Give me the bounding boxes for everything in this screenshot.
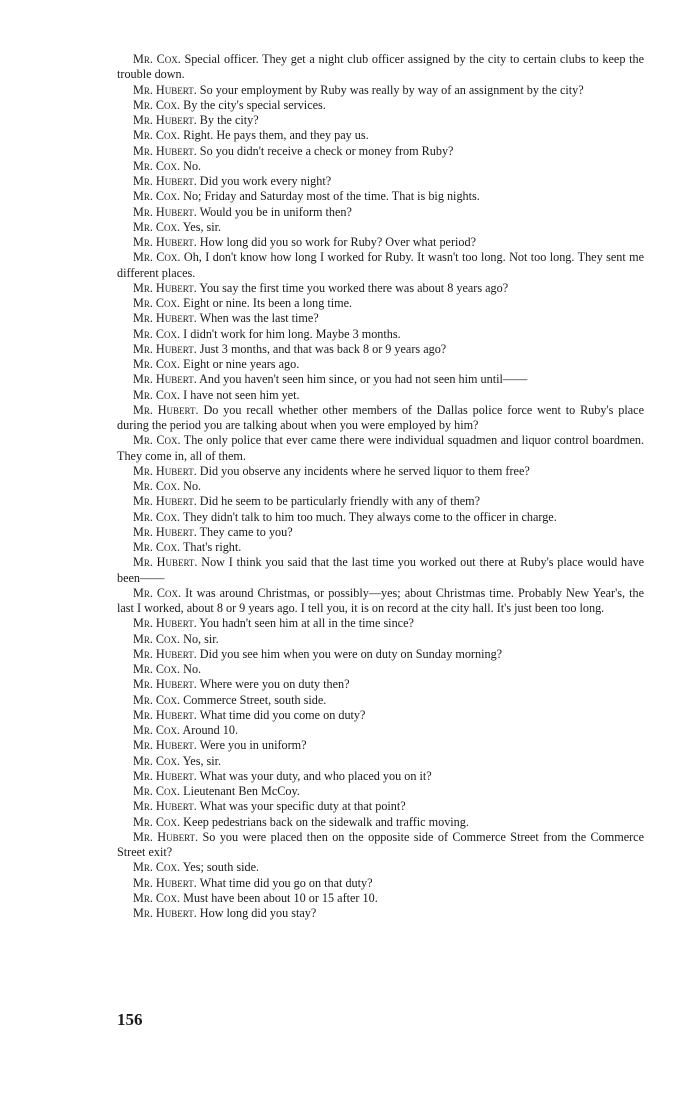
- speech-text: How long did you so work for Ruby? Over what period?: [199, 235, 476, 249]
- speaker-name: Mr. Hubert.: [133, 204, 197, 219]
- transcript-paragraph: [117, 693, 644, 708]
- speech-text: That's right.: [182, 540, 242, 554]
- transcript-paragraph: [117, 677, 644, 692]
- transcript-paragraph: [117, 159, 644, 174]
- transcript-paragraph: [117, 357, 644, 372]
- transcript-paragraph: [117, 235, 644, 250]
- speech-text: By the city?: [199, 113, 259, 127]
- speech-text: I have not seen him yet.: [183, 387, 300, 402]
- speaker-name: Mr. Cox.: [133, 585, 182, 600]
- speaker-name: Mr. Hubert.: [133, 280, 197, 295]
- speaker-name: Mr. Cox.: [133, 509, 181, 524]
- transcript-paragraph: [117, 128, 644, 143]
- speech-text: Lieutenant Ben McCoy.: [183, 784, 300, 798]
- transcript-paragraph: [117, 510, 644, 525]
- speaker-name: Mr. Cox.: [133, 189, 181, 204]
- transcript-paragraph: [117, 876, 644, 891]
- speaker-name: Mr. Cox.: [133, 662, 181, 676]
- transcript-paragraph: [117, 738, 644, 753]
- speech-text: And you haven't seen him since, or you had not seen him until——: [199, 372, 528, 387]
- transcript-paragraph: [117, 83, 644, 98]
- transcript-paragraph: [117, 342, 644, 357]
- speaker-name: Mr. Cox.: [133, 784, 181, 798]
- speech-text: Did he seem to be particularly friendly with any of them?: [199, 494, 481, 509]
- speaker-name: Mr. Hubert.: [133, 82, 197, 97]
- transcript-paragraph: [117, 311, 644, 326]
- speaker-name: Mr. Hubert.: [133, 341, 197, 356]
- transcript-paragraph: [117, 52, 644, 83]
- speaker-name: Mr. Hubert.: [133, 235, 197, 249]
- speaker-name: Mr. Hubert.: [133, 646, 197, 661]
- transcript-paragraph: [117, 281, 644, 296]
- transcript-paragraph: [117, 769, 644, 784]
- speech-text: Just 3 months, and that was back 8 or 9 years ago?: [199, 341, 447, 356]
- speaker-name: Mr. Cox.: [133, 692, 181, 707]
- speaker-name: Mr. Hubert.: [133, 677, 197, 692]
- transcript-paragraph: [117, 784, 644, 799]
- transcript-paragraph: [117, 372, 644, 387]
- speaker-name: Mr. Hubert.: [133, 402, 199, 417]
- transcript-paragraph: [117, 250, 644, 281]
- speaker-name: Mr. Hubert.: [133, 174, 197, 188]
- speaker-name: Mr. Hubert.: [133, 829, 199, 844]
- speaker-name: Mr. Cox.: [133, 433, 181, 448]
- transcript-paragraph: [117, 113, 644, 128]
- speaker-name: Mr. Cox.: [133, 326, 181, 341]
- speech-text: Do you recall whether other members of the Dallas police force went to Ruby's place during the period you are talking about when you were employed by him?: [117, 402, 644, 432]
- speaker-name: Mr. Cox.: [133, 540, 181, 554]
- speaker-name: Mr. Hubert.: [133, 494, 197, 509]
- speaker-name: Mr. Cox.: [133, 250, 181, 265]
- speech-text: It was around Christmas, or possibly—yes; about Christmas time. Probably New Year's, the last I worked, about 8 or 9 years ago. I tell you, it is on record at the city hall. It's just been too long.: [117, 585, 645, 615]
- speech-text: Yes; south side.: [182, 860, 260, 875]
- speech-text: What time did you come on duty?: [199, 707, 366, 722]
- speaker-name: Mr. Cox.: [133, 219, 181, 234]
- speech-text: No, sir.: [183, 631, 219, 646]
- transcript-paragraph: [117, 708, 644, 723]
- speech-text: Now I think you said that the last time you worked out there at Ruby's place would have been——: [117, 555, 645, 585]
- transcript-paragraph: [117, 388, 644, 403]
- speech-text: Commerce Street, south side.: [183, 692, 327, 707]
- speech-text: By the city's special services.: [183, 97, 326, 112]
- transcript-page: [117, 52, 644, 921]
- transcript-paragraph: [117, 586, 644, 617]
- speech-text: Around 10.: [182, 723, 239, 737]
- transcript-paragraph: [117, 464, 644, 479]
- speaker-name: Mr. Hubert.: [133, 799, 197, 814]
- transcript-paragraph: [117, 296, 644, 311]
- speech-text: They came to you?: [199, 524, 293, 539]
- speech-text: No.: [183, 479, 202, 493]
- speaker-name: Mr. Hubert.: [133, 616, 197, 631]
- speech-text: So your employment by Ruby was really by way of an assignment by the city?: [199, 82, 584, 97]
- speech-text: Eight or nine years ago.: [183, 357, 300, 371]
- speaker-name: Mr. Cox.: [133, 753, 181, 768]
- speaker-name: Mr. Hubert.: [133, 707, 197, 722]
- speaker-name: Mr. Cox.: [133, 479, 181, 493]
- speaker-name: Mr. Hubert.: [133, 463, 197, 478]
- speaker-name: Mr. Hubert.: [133, 768, 197, 783]
- speaker-name: Mr. Hubert.: [133, 555, 198, 570]
- transcript-paragraph: [117, 799, 644, 814]
- transcript-paragraph: [117, 555, 644, 586]
- transcript-paragraph: [117, 662, 644, 677]
- speech-text: Were you in uniform?: [199, 738, 307, 753]
- transcript-paragraph: [117, 205, 644, 220]
- speaker-name: Mr. Cox.: [133, 128, 181, 143]
- speaker-name: Mr. Cox.: [133, 52, 181, 66]
- transcript-paragraph: [117, 479, 644, 494]
- speech-text: When was the last time?: [199, 311, 319, 326]
- speech-text: What time did you go on that duty?: [199, 875, 373, 890]
- transcript-paragraph: [117, 891, 644, 906]
- speaker-name: Mr. Hubert.: [133, 524, 197, 539]
- speech-text: What was your specific duty at that point?: [199, 799, 406, 814]
- speaker-name: Mr. Cox.: [133, 387, 181, 402]
- speaker-name: Mr. Hubert.: [133, 906, 197, 920]
- speaker-name: Mr. Cox.: [133, 158, 181, 173]
- transcript-paragraph: [117, 433, 644, 464]
- speaker-name: Mr. Hubert.: [133, 143, 197, 158]
- transcript-paragraph: [117, 220, 644, 235]
- speech-text: The only police that ever came there were individual squadmen and liquor control boardmen. They come in, all of them.: [117, 433, 645, 463]
- speaker-name: Mr. Cox.: [133, 97, 181, 112]
- speech-text: You hadn't seen him at all in the time since?: [199, 616, 414, 631]
- page-number: 156: [117, 1010, 143, 1029]
- transcript-paragraph: [117, 723, 644, 738]
- speech-text: I didn't work for him long. Maybe 3 months.: [183, 326, 401, 341]
- transcript-paragraph: [117, 815, 644, 830]
- speech-text: What was your duty, and who placed you on it?: [199, 768, 432, 783]
- speech-text: Oh, I don't know how long I worked for Ruby. It wasn't too long. Not too long. They sent me different places.: [117, 250, 645, 280]
- speech-text: Yes, sir.: [182, 753, 222, 768]
- transcript-paragraph: [117, 403, 644, 434]
- transcript-paragraph: [117, 327, 644, 342]
- speech-text: Eight or nine. Its been a long time.: [183, 296, 353, 310]
- speaker-name: Mr. Hubert.: [133, 875, 197, 890]
- speech-text: How long did you stay?: [199, 906, 317, 920]
- transcript-paragraph: [117, 906, 644, 921]
- transcript-paragraph: [117, 189, 644, 204]
- transcript-paragraph: [117, 494, 644, 509]
- speech-text: Would you be in uniform then?: [199, 204, 352, 219]
- transcript-paragraph: [117, 525, 644, 540]
- speech-text: So you were placed then on the opposite side of Commerce Street from the Commerce Street exit?: [117, 829, 644, 859]
- speech-text: Must have been about 10 or 15 after 10.: [183, 890, 378, 905]
- speaker-name: Mr. Cox.: [133, 296, 181, 310]
- transcript-paragraph: [117, 830, 644, 861]
- speech-text: No.: [183, 158, 202, 173]
- speech-text: Special officer. They get a night club officer assigned by the city to certain clubs to keep the trouble down.: [117, 52, 645, 82]
- transcript-paragraph: [117, 632, 644, 647]
- speaker-name: Mr. Cox.: [133, 860, 181, 875]
- speech-text: Where were you on duty then?: [199, 677, 350, 692]
- speech-text: Did you see him when you were on duty on Sunday morning?: [199, 646, 503, 661]
- speech-text: No; Friday and Saturday most of the time. That is big nights.: [183, 189, 480, 204]
- transcript-paragraph: [117, 616, 644, 631]
- speech-text: You say the first time you worked there was about 8 years ago?: [199, 280, 509, 295]
- transcript-paragraph: [117, 174, 644, 189]
- speech-text: Yes, sir.: [182, 219, 222, 234]
- speaker-name: Mr. Hubert.: [133, 113, 197, 127]
- speech-text: Keep pedestrians back on the sidewalk and traffic moving.: [183, 814, 469, 829]
- speaker-name: Mr. Hubert.: [133, 372, 197, 387]
- transcript-paragraph: [117, 98, 644, 113]
- speech-text: They didn't talk to him too much. They always come to the officer in charge.: [182, 509, 557, 524]
- transcript-paragraph: [117, 647, 644, 662]
- speech-text: Right. He pays them, and they pay us.: [183, 128, 369, 143]
- speaker-name: Mr. Cox.: [133, 723, 181, 737]
- speaker-name: Mr. Hubert.: [133, 738, 197, 753]
- speaker-name: Mr. Cox.: [133, 357, 181, 371]
- speaker-name: Mr. Cox.: [133, 631, 181, 646]
- transcript-paragraph: [117, 144, 644, 159]
- speech-text: Did you observe any incidents where he served liquor to them free?: [199, 463, 530, 478]
- speaker-name: Mr. Hubert.: [133, 311, 197, 326]
- transcript-paragraph: [117, 754, 644, 769]
- speech-text: Did you work every night?: [199, 174, 332, 188]
- speaker-name: Mr. Cox.: [133, 890, 181, 905]
- transcript-paragraph: [117, 860, 644, 875]
- speech-text: No.: [183, 662, 202, 676]
- speech-text: So you didn't receive a check or money from Ruby?: [199, 143, 454, 158]
- transcript-paragraph: [117, 540, 644, 555]
- speaker-name: Mr. Cox.: [133, 814, 181, 829]
